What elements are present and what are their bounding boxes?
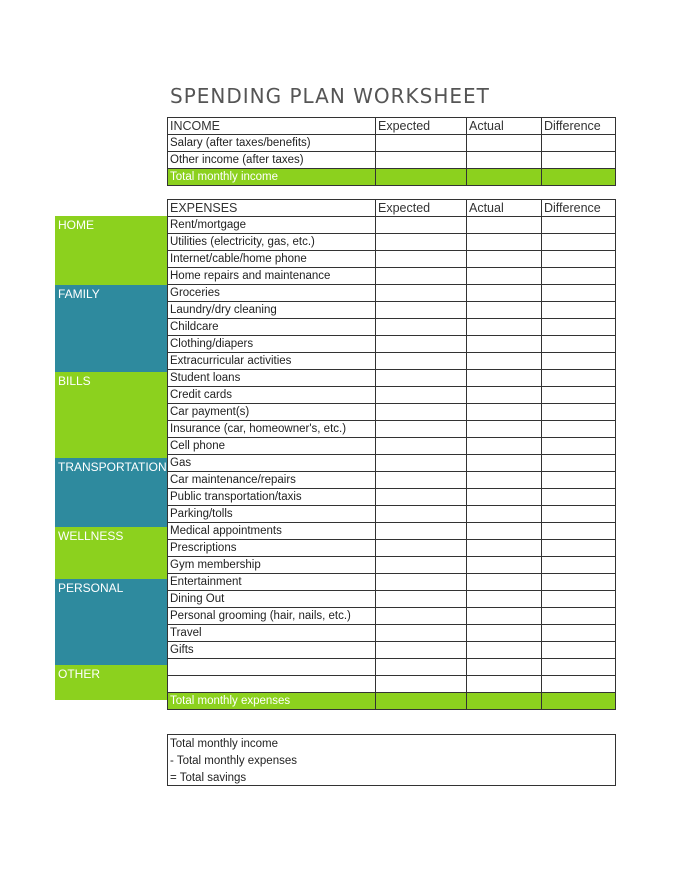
expense-row (168, 642, 616, 659)
expense-row-label: Laundry/dry cleaning (168, 302, 376, 319)
actual-total-cell[interactable] (467, 693, 542, 710)
expense-row (168, 625, 616, 642)
expected-cell[interactable] (376, 489, 467, 506)
expense-row (168, 489, 616, 506)
expected-cell[interactable] (376, 438, 467, 455)
expense-row-label: Home repairs and maintenance (168, 268, 376, 285)
actual-cell[interactable] (467, 285, 542, 302)
expense-row (168, 421, 616, 438)
category-bills: BILLS (55, 372, 167, 458)
expected-cell[interactable] (376, 659, 467, 676)
total-income-label: Total monthly income (168, 169, 376, 186)
actual-cell[interactable] (467, 421, 542, 438)
difference-cell[interactable] (542, 421, 616, 438)
expense-row-label: Student loans (168, 370, 376, 387)
difference-header: Difference (542, 200, 616, 217)
expense-row-label: Utilities (electricity, gas, etc.) (168, 234, 376, 251)
expense-row (168, 336, 616, 353)
page-title: SPENDING PLAN WORKSHEET (170, 84, 490, 108)
summary-line-savings: = Total savings (170, 772, 247, 784)
actual-cell[interactable] (467, 659, 542, 676)
actual-cell[interactable] (467, 608, 542, 625)
difference-cell[interactable] (542, 523, 616, 540)
expenses-total-row (168, 693, 616, 710)
difference-cell[interactable] (542, 336, 616, 353)
actual-cell[interactable] (467, 336, 542, 353)
actual-cell[interactable] (467, 370, 542, 387)
actual-cell[interactable] (467, 251, 542, 268)
expected-cell[interactable] (376, 152, 467, 169)
expected-cell[interactable] (376, 625, 467, 642)
difference-cell[interactable] (542, 387, 616, 404)
expense-row-label: Cell phone (168, 438, 376, 455)
expected-cell[interactable] (376, 251, 467, 268)
difference-cell[interactable] (542, 557, 616, 574)
expense-row (168, 302, 616, 319)
expense-row (168, 506, 616, 523)
expected-cell[interactable] (376, 574, 467, 591)
expense-row-label: Gifts (168, 642, 376, 659)
actual-cell[interactable] (467, 234, 542, 251)
expense-row-label: Entertainment (168, 574, 376, 591)
difference-cell[interactable] (542, 268, 616, 285)
expected-cell[interactable] (376, 217, 467, 234)
difference-cell[interactable] (542, 217, 616, 234)
expense-row (168, 540, 616, 557)
expense-row-label: Credit cards (168, 387, 376, 404)
expense-row-label: Dining Out (168, 591, 376, 608)
actual-cell[interactable] (467, 217, 542, 234)
expense-row (168, 319, 616, 336)
income-row (168, 152, 616, 169)
expense-row (168, 217, 616, 234)
expected-cell[interactable] (376, 676, 467, 693)
actual-cell[interactable] (467, 523, 542, 540)
difference-cell[interactable] (542, 506, 616, 523)
expected-cell[interactable] (376, 523, 467, 540)
actual-cell[interactable] (467, 642, 542, 659)
actual-cell[interactable] (467, 472, 542, 489)
actual-cell[interactable] (467, 455, 542, 472)
actual-cell[interactable] (467, 557, 542, 574)
actual-cell[interactable] (467, 152, 542, 169)
category-transportation: TRANSPORTATION (55, 458, 167, 527)
expected-cell[interactable] (376, 472, 467, 489)
expense-row-label: Prescriptions (168, 540, 376, 557)
category-wellness: WELLNESS (55, 527, 167, 579)
expense-row-label: Clothing/diapers (168, 336, 376, 353)
expense-row (168, 387, 616, 404)
difference-cell[interactable] (542, 404, 616, 421)
expected-header: Expected (376, 200, 467, 217)
expense-row (168, 370, 616, 387)
expense-row (168, 557, 616, 574)
expected-cell[interactable] (376, 285, 467, 302)
difference-total-cell[interactable] (542, 693, 616, 710)
difference-cell[interactable] (542, 591, 616, 608)
difference-cell[interactable] (542, 251, 616, 268)
expected-cell[interactable] (376, 336, 467, 353)
expense-row-label: Gym membership (168, 557, 376, 574)
expense-row-label: Groceries (168, 285, 376, 302)
actual-cell[interactable] (467, 489, 542, 506)
expense-row (168, 676, 616, 693)
actual-header: Actual (467, 118, 542, 135)
expected-cell[interactable] (376, 353, 467, 370)
expense-row (168, 574, 616, 591)
actual-cell[interactable] (467, 353, 542, 370)
expense-row (168, 608, 616, 625)
expense-row-label: Public transportation/taxis (168, 489, 376, 506)
expected-cell[interactable] (376, 642, 467, 659)
summary-line-expenses: - Total monthly expenses (170, 755, 297, 767)
expense-row-label: Internet/cable/home phone (168, 251, 376, 268)
expected-cell[interactable] (376, 421, 467, 438)
income-row-label: Other income (after taxes) (168, 152, 376, 169)
actual-cell[interactable] (467, 268, 542, 285)
income-header-row (168, 118, 616, 135)
difference-cell[interactable] (542, 472, 616, 489)
expense-row-label[interactable] (168, 676, 376, 693)
income-row-label: Salary (after taxes/benefits) (168, 135, 376, 152)
total-expenses-label: Total monthly expenses (168, 693, 376, 710)
expected-cell[interactable] (376, 404, 467, 421)
actual-total-cell[interactable] (467, 169, 542, 186)
expected-header: Expected (376, 118, 467, 135)
expense-row (168, 285, 616, 302)
expected-cell[interactable] (376, 268, 467, 285)
difference-cell[interactable] (542, 370, 616, 387)
expenses-header-label: EXPENSES (168, 200, 376, 217)
expected-cell[interactable] (376, 370, 467, 387)
expected-cell[interactable] (376, 302, 467, 319)
expense-row-label: Medical appointments (168, 523, 376, 540)
expense-row (168, 472, 616, 489)
difference-cell[interactable] (542, 135, 616, 152)
difference-cell[interactable] (542, 152, 616, 169)
expense-row-label: Personal grooming (hair, nails, etc.) (168, 608, 376, 625)
income-row (168, 135, 616, 152)
difference-cell[interactable] (542, 540, 616, 557)
difference-header: Difference (542, 118, 616, 135)
expense-row-label: Rent/mortgage (168, 217, 376, 234)
difference-cell[interactable] (542, 642, 616, 659)
difference-cell[interactable] (542, 676, 616, 693)
expense-row-label: Car payment(s) (168, 404, 376, 421)
expense-row-label: Car maintenance/repairs (168, 472, 376, 489)
expense-row (168, 591, 616, 608)
difference-cell[interactable] (542, 285, 616, 302)
difference-total-cell[interactable] (542, 169, 616, 186)
difference-cell[interactable] (542, 608, 616, 625)
expense-row (168, 659, 616, 676)
expense-row-label: Gas (168, 455, 376, 472)
expected-total-cell[interactable] (376, 693, 467, 710)
actual-cell[interactable] (467, 387, 542, 404)
actual-cell[interactable] (467, 404, 542, 421)
income-table (167, 117, 616, 186)
actual-cell[interactable] (467, 135, 542, 152)
actual-cell[interactable] (467, 438, 542, 455)
expected-cell[interactable] (376, 319, 467, 336)
actual-cell[interactable] (467, 574, 542, 591)
expected-cell[interactable] (376, 557, 467, 574)
expected-cell[interactable] (376, 387, 467, 404)
category-home: HOME (55, 216, 167, 285)
expense-row-label: Extracurricular activities (168, 353, 376, 370)
difference-cell[interactable] (542, 625, 616, 642)
difference-cell[interactable] (542, 234, 616, 251)
expected-cell[interactable] (376, 455, 467, 472)
expected-cell[interactable] (376, 591, 467, 608)
income-total-row (168, 169, 616, 186)
difference-cell[interactable] (542, 353, 616, 370)
category-family: FAMILY (55, 285, 167, 372)
actual-cell[interactable] (467, 302, 542, 319)
expense-row (168, 353, 616, 370)
expense-row-label: Insurance (car, homeowner's, etc.) (168, 421, 376, 438)
expense-row (168, 438, 616, 455)
expense-row-label[interactable] (168, 659, 376, 676)
actual-cell[interactable] (467, 625, 542, 642)
expected-cell[interactable] (376, 506, 467, 523)
expected-cell[interactable] (376, 608, 467, 625)
expense-row-label: Travel (168, 625, 376, 642)
difference-cell[interactable] (542, 659, 616, 676)
expense-row (168, 523, 616, 540)
difference-cell[interactable] (542, 489, 616, 506)
expense-row (168, 234, 616, 251)
expense-row-label: Parking/tolls (168, 506, 376, 523)
actual-cell[interactable] (467, 540, 542, 557)
expected-cell[interactable] (376, 135, 467, 152)
expense-row (168, 404, 616, 421)
savings-summary-box (167, 734, 616, 786)
actual-cell[interactable] (467, 676, 542, 693)
difference-cell[interactable] (542, 455, 616, 472)
expected-cell[interactable] (376, 540, 467, 557)
income-header-label: INCOME (168, 118, 376, 135)
difference-cell[interactable] (542, 319, 616, 336)
actual-cell[interactable] (467, 591, 542, 608)
expenses-header-row (168, 200, 616, 217)
expense-row (168, 251, 616, 268)
difference-cell[interactable] (542, 438, 616, 455)
expense-row (168, 268, 616, 285)
summary-line-income: Total monthly income (170, 738, 279, 750)
category-other: OTHER (55, 665, 167, 700)
expenses-table (167, 199, 616, 710)
difference-cell[interactable] (542, 302, 616, 319)
category-personal: PERSONAL (55, 579, 167, 665)
actual-header: Actual (467, 200, 542, 217)
expense-row-label: Childcare (168, 319, 376, 336)
difference-cell[interactable] (542, 574, 616, 591)
expense-row (168, 455, 616, 472)
expected-total-cell[interactable] (376, 169, 467, 186)
actual-cell[interactable] (467, 319, 542, 336)
expected-cell[interactable] (376, 234, 467, 251)
actual-cell[interactable] (467, 506, 542, 523)
